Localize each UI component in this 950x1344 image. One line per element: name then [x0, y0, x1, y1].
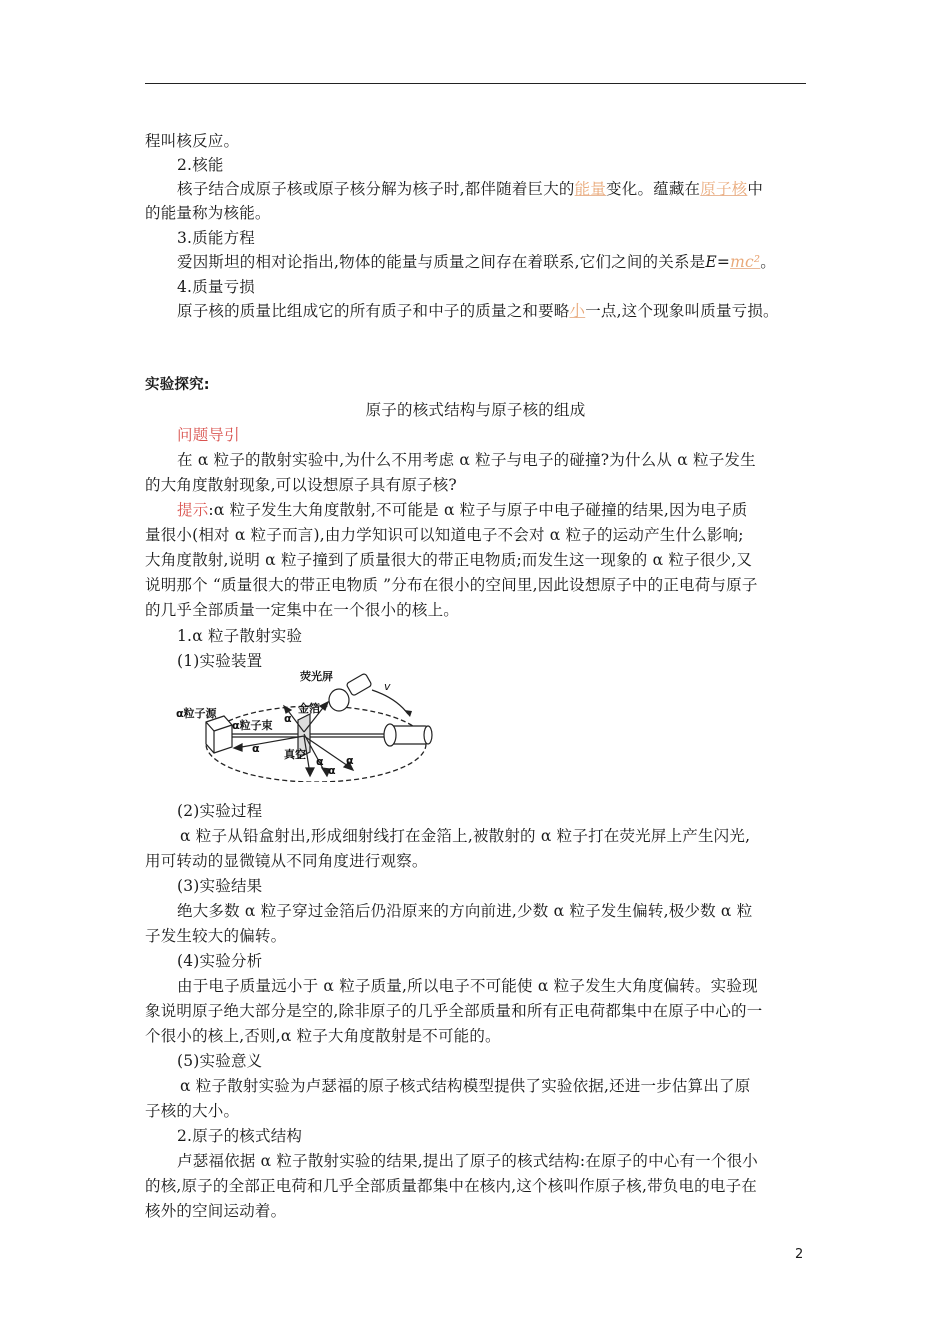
label-alpha: α	[328, 764, 336, 777]
page-number: 2	[795, 1247, 804, 1262]
subheading: (4)实验分析	[177, 952, 263, 970]
lead-box-source	[206, 716, 232, 753]
paragraph-line: 象说明原子绝大部分是空的,除非原子的几乎全部质量和所有正电荷都集中在原子中心的一	[145, 1002, 763, 1020]
heading-mass-defect: 4.质量亏损	[177, 278, 255, 296]
subheading: 1.α 粒子散射实验	[177, 627, 303, 645]
paragraph-line: α 粒子从铅盒射出,形成细射线打在金箔上,被散射的 α 粒子打在荧光屏上产生闪光,	[180, 827, 751, 845]
paragraph-line: 说明那个 “质量很大的带正电物质 ”分布在很小的空间里,因此设想原子中的正电荷与原子	[145, 576, 758, 594]
paragraph-line: 的大角度散射现象,可以设想原子具有原子核?	[145, 476, 457, 494]
paragraph-line: 的能量称为核能。	[145, 204, 271, 222]
heading-nuclear-energy: 2.核能	[177, 156, 224, 174]
paragraph-line: 大角度散射,说明 α 粒子撞到了质量很大的带正电物质;而发生这一现象的 α 粒子很少,又	[145, 551, 753, 569]
label-screen: 荧光屏	[300, 670, 333, 683]
subheading: (2)实验过程	[177, 802, 263, 820]
label-alpha: α	[346, 754, 354, 767]
subheading: (3)实验结果	[177, 877, 263, 895]
label-alpha: α	[252, 742, 260, 755]
question-heading: 问题导引	[177, 426, 240, 444]
section-heading: 实验探究:	[145, 377, 210, 393]
paragraph-line: 爱因斯坦的相对论指出,物体的能量与质量之间存在着联系,它们之间的关系是E=mc²。	[177, 253, 776, 271]
paragraph-line: 量很小(相对 α 粒子而言),由力学知识可以知道电子不会对 α 粒子的运动产生什么影响;	[145, 526, 744, 544]
paragraph-line: 子发生较大的偏转。	[145, 927, 287, 945]
paragraph-line: 原子核的质量比组成它的所有质子和中子的质量之和要略小一点,这个现象叫质量亏损。	[177, 302, 779, 320]
answer-fill: 小	[569, 302, 586, 320]
rotation-arrow	[372, 690, 408, 714]
header-rule	[145, 83, 806, 84]
subheading: 2.原子的核式结构	[177, 1127, 303, 1145]
paragraph-line: 程叫核反应。	[145, 132, 240, 150]
answer-fill: mc²	[730, 253, 761, 271]
paragraph-line: 核外的空间运动着。	[145, 1202, 287, 1220]
paragraph-line: 的核,原子的全部正电荷和几乎全部质量都集中在核内,这个核叫作原子核,带负电的电子在	[145, 1177, 757, 1195]
label-velocity: v	[384, 680, 391, 693]
label-beam: α粒子束	[232, 719, 273, 732]
label-source: α粒子源	[176, 707, 217, 720]
label-vacuum: 真空	[284, 748, 306, 761]
paragraph-line: 子核的大小。	[145, 1102, 240, 1120]
paragraph-line: 由于电子质量远小于 α 粒子质量,所以电子不可能使 α 粒子发生大角度偏转。实验现	[177, 977, 758, 995]
paragraph-line: 核子结合成原子核或原子核分解为核子时,都伴随着巨大的能量变化。蕴藏在原子核中	[177, 180, 764, 198]
hint-label: 提示	[177, 501, 209, 519]
paragraph-line: α 粒子散射实验为卢瑟福的原子核式结构模型提供了实验依据,还进一步估算出了原	[180, 1077, 751, 1095]
subheading: (1)实验装置	[177, 652, 263, 670]
section-title: 原子的核式结构与原子核的组成	[365, 401, 586, 419]
heading-mass-energy-equation: 3.质能方程	[177, 229, 255, 247]
label-foil: 金箔	[298, 702, 320, 715]
answer-fill: 能量	[574, 180, 607, 198]
paragraph-line: 个很小的核上,否则,α 粒子大角度散射是不可能的。	[145, 1027, 501, 1045]
paragraph-line: 在 α 粒子的散射实验中,为什么不用考虑 α 粒子与电子的碰撞?为什么从 α 粒子发生	[177, 451, 756, 469]
label-alpha: α	[284, 712, 292, 725]
paragraph-line: 的几乎全部质量一定集中在一个很小的核上。	[145, 601, 460, 619]
paragraph-line: 卢瑟福依据 α 粒子散射实验的结果,提出了原子的核式结构:在原子的中心有一个很小	[177, 1152, 758, 1170]
microscope	[384, 724, 432, 746]
paragraph-line: 用可转动的显微镜从不同角度进行观察。	[145, 852, 428, 870]
fluorescent-screen	[329, 673, 372, 711]
alpha-scattering-apparatus-figure	[176, 670, 438, 782]
paragraph-line: 绝大多数 α 粒子穿过金箔后仍沿原来的方向前进,少数 α 粒子发生偏转,极少数 α 粒	[177, 902, 753, 920]
hint-line: 提示:α 粒子发生大角度散射,不可能是 α 粒子与原子中电子碰撞的结果,因为电子质	[177, 501, 748, 519]
label-alpha: α	[316, 755, 324, 768]
subheading: (5)实验意义	[177, 1052, 263, 1070]
answer-fill: 原子核	[700, 180, 748, 198]
